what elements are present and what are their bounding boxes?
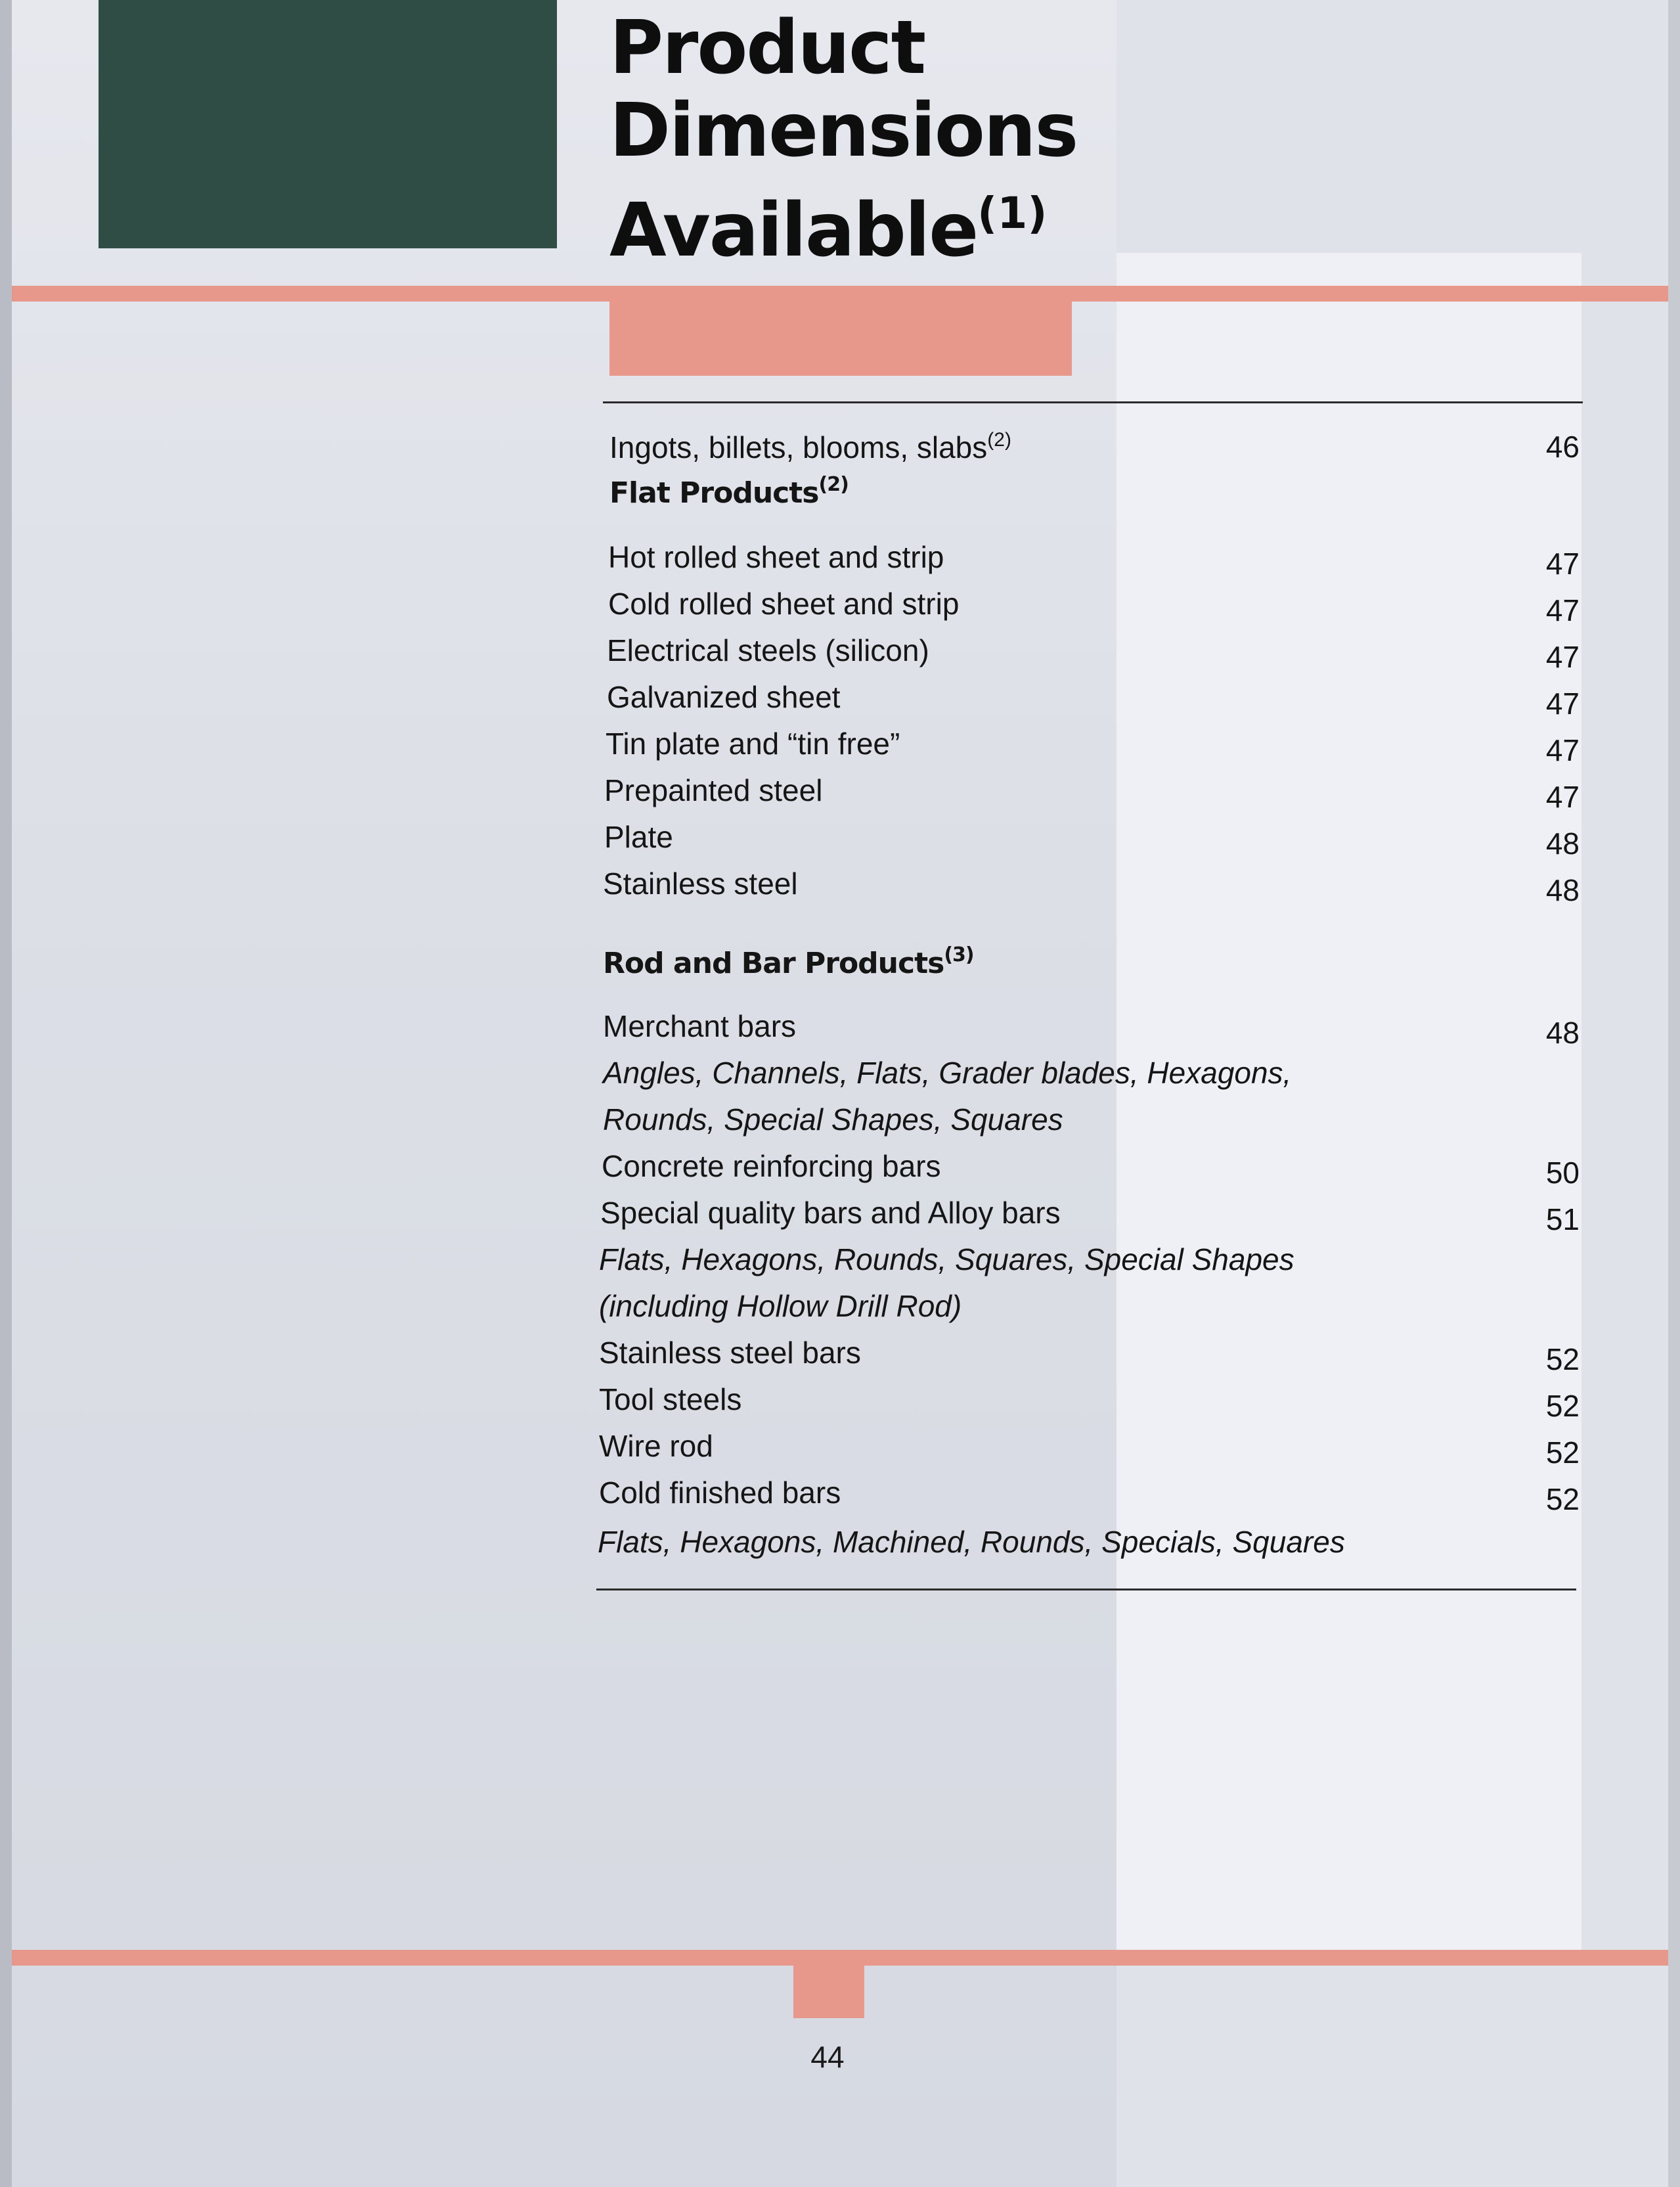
toc-item-text: Rounds, Special Shapes, Squares <box>603 1102 1063 1137</box>
toc-footnote-ref: (3) <box>944 943 974 966</box>
faded-text-panel <box>1116 253 1581 1958</box>
title-line-3-text: Available <box>609 188 978 273</box>
toc-item-text: Flats, Hexagons, Rounds, Squares, Special Shapes <box>599 1242 1294 1276</box>
toc-item-text: Electrical steels (silicon) <box>607 633 929 667</box>
toc-item-text: Hot rolled sheet and strip <box>608 540 944 574</box>
toc-page-number: 47 <box>1545 593 1580 627</box>
toc-item <box>599 1426 713 1466</box>
page-number: 44 <box>810 2040 845 2074</box>
toc-item-text: Galvanized sheet <box>607 680 841 714</box>
toc-item <box>603 1006 796 1046</box>
toc-page-number: 48 <box>1545 826 1580 861</box>
toc-subitem <box>598 1522 1345 1562</box>
toc-item <box>606 724 900 763</box>
toc-item <box>599 1380 741 1419</box>
toc-item <box>604 817 673 857</box>
toc-item <box>604 771 822 810</box>
toc-item-text: Flats, Hexagons, Machined, Rounds, Specials, Squares <box>598 1525 1345 1559</box>
page-number-tab <box>793 1966 864 2018</box>
toc-section-heading <box>609 465 849 513</box>
toc-item-text: Stainless steel <box>603 867 798 901</box>
toc-top-rule <box>603 401 1583 403</box>
toc-subitem <box>603 1100 1063 1139</box>
toc-item <box>607 677 840 717</box>
toc-page-number: 52 <box>1545 1342 1580 1376</box>
toc-page-number: 48 <box>1545 873 1580 907</box>
toc-page-number: 47 <box>1545 733 1580 767</box>
toc-page-number: 47 <box>1545 687 1580 721</box>
toc-page-number: 52 <box>1545 1482 1580 1516</box>
title-line-3 <box>609 172 1077 272</box>
bottom-accent-rule <box>12 1950 1668 1966</box>
toc-item-text: Cold finished bars <box>599 1476 841 1510</box>
toc-item <box>600 1193 1061 1232</box>
toc-page-number: 47 <box>1545 547 1580 581</box>
toc-item <box>599 1333 861 1372</box>
toc-item-text: Prepainted steel <box>604 773 823 807</box>
toc-bottom-rule <box>596 1589 1576 1590</box>
toc-subitem <box>599 1286 962 1326</box>
page-edge-right <box>1668 0 1680 2187</box>
top-accent-rule <box>12 286 1668 302</box>
toc-item <box>609 420 1011 467</box>
toc-item-text: Cold rolled sheet and strip <box>608 587 960 621</box>
toc-item-text: Plate <box>604 820 673 854</box>
toc-item-text: Wire rod <box>599 1429 713 1463</box>
toc-footnote-ref: (2) <box>818 473 849 496</box>
toc-item-text: Merchant bars <box>603 1009 797 1043</box>
page-title <box>609 7 1077 272</box>
toc-item-text: Ingots, billets, blooms, slabs <box>609 430 988 464</box>
toc-item <box>603 864 798 903</box>
toc-page-number: 48 <box>1545 1016 1580 1050</box>
page-edge-left <box>0 0 12 2187</box>
toc-item-text: Stainless steel bars <box>599 1336 861 1370</box>
title-line-2: Dimensions <box>609 88 1078 173</box>
toc-item-text: Tool steels <box>599 1382 742 1416</box>
toc-page-number: 52 <box>1545 1435 1580 1470</box>
toc-item-text: Angles, Channels, Flats, Grader blades, Hexagons, <box>603 1056 1292 1090</box>
title-footnote: (1) <box>977 188 1048 238</box>
toc-item-text: Tin plate and “tin free” <box>606 727 900 761</box>
toc-page-number: 46 <box>1545 430 1580 464</box>
toc-item-text: Concrete reinforcing bars <box>602 1149 941 1183</box>
title-line-1: Product <box>609 5 925 91</box>
toc-item <box>608 537 944 577</box>
toc-item <box>599 1473 841 1512</box>
toc-item-text: (including Hollow Drill Rod) <box>599 1289 962 1323</box>
toc-footnote-ref: (2) <box>987 429 1011 451</box>
toc-section-heading <box>603 936 974 983</box>
toc-page-number: 52 <box>1545 1389 1580 1423</box>
toc-subitem <box>603 1053 1291 1093</box>
toc-item-text: Special quality bars and Alloy bars <box>600 1196 1061 1230</box>
toc-item <box>607 631 929 670</box>
accent-block <box>609 302 1072 376</box>
toc-subitem <box>599 1240 1294 1279</box>
toc-item <box>608 584 959 623</box>
toc-page-number: 47 <box>1545 780 1580 814</box>
toc-item <box>602 1146 940 1186</box>
toc-page-number: 47 <box>1545 640 1580 674</box>
toc-item-text: Flat Products <box>609 476 819 510</box>
green-header-block <box>99 0 557 248</box>
toc-item-text: Rod and Bar Products <box>603 947 944 980</box>
toc-page-number: 51 <box>1545 1202 1580 1236</box>
toc-page-number: 50 <box>1545 1156 1580 1190</box>
